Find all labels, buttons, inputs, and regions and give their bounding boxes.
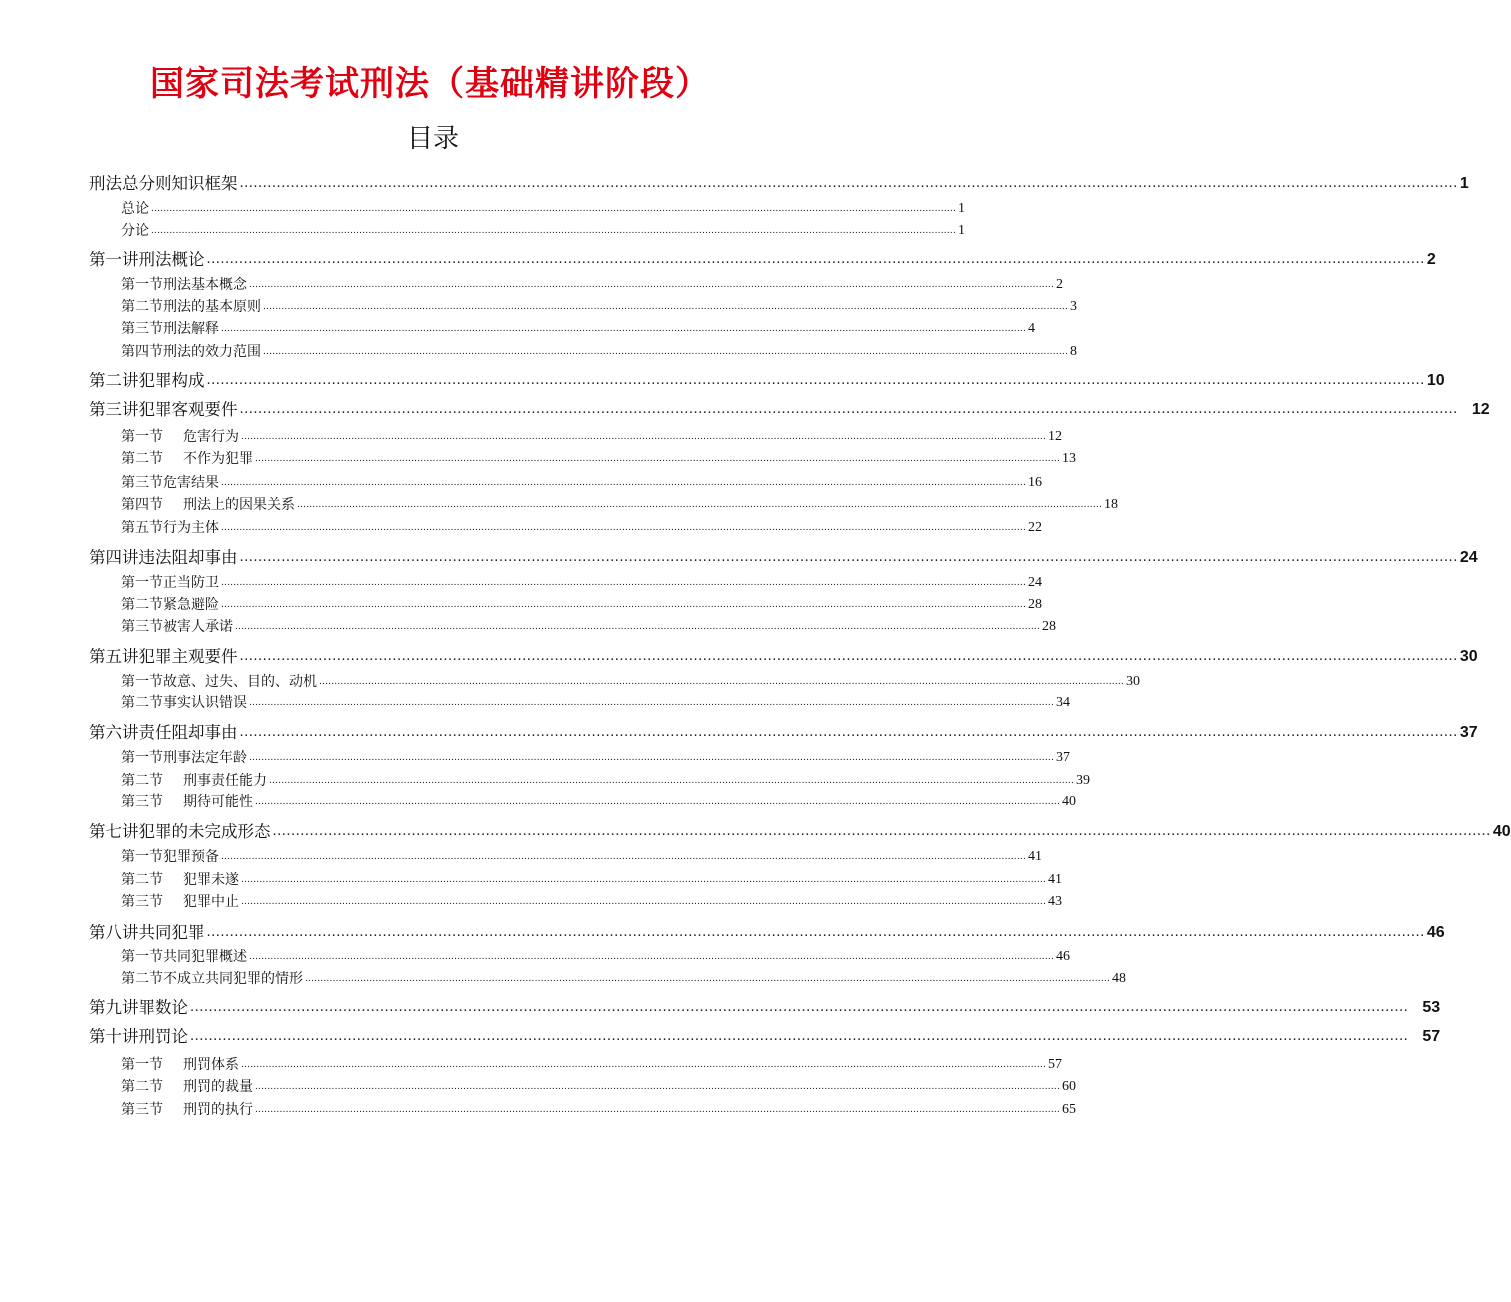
toc-entry-section[interactable]: [121, 1078, 1077, 1096]
toc-page-number: 60: [1062, 1079, 1077, 1094]
toc-entry-label: 第四节 刑法上的因果关系: [121, 497, 295, 513]
toc-entry-label: 第八讲共同犯罪: [89, 923, 205, 942]
toc-dot-leader: .......................................................................................................................................................................................................................................................................: [255, 1082, 1061, 1092]
toc-page-number: 22: [1028, 520, 1043, 535]
toc-dot-leader: .......................................................................................................................................................................................................................................................................: [239, 725, 1458, 740]
toc-entry-label: 第三讲犯罪客观要件: [89, 400, 238, 419]
toc-entry-label: 第一讲刑法概论: [89, 250, 205, 269]
toc-entry-section[interactable]: [121, 970, 1127, 988]
toc-page-number: 41: [1028, 849, 1043, 864]
toc-entry-lecture-5[interactable]: [89, 646, 1478, 668]
toc-entry-label: 第二节 不作为犯罪: [121, 451, 253, 467]
toc-entry-label: 刑法总分则知识框架: [89, 174, 238, 193]
toc-page-number: 1: [958, 223, 966, 238]
toc-entry-label: 第三节被害人承诺: [121, 619, 233, 635]
toc-page-number: 34: [1056, 695, 1071, 710]
toc-dot-leader: .......................................................................................................................................................................................................................................................................: [206, 252, 1425, 267]
toc-page-number: 8: [1070, 344, 1078, 359]
toc-dot-leader: .......................................................................................................................................................................................................................................................................: [151, 204, 957, 214]
toc-entry-lecture-2[interactable]: [89, 370, 1445, 392]
toc-entry-lecture-1[interactable]: [89, 249, 1436, 271]
toc-entry-label: 第七讲犯罪的未完成形态: [89, 822, 271, 841]
toc-page-number: 24: [1459, 549, 1478, 566]
toc-page-number: 10: [1426, 372, 1445, 389]
toc-entry-label: 第一节刑法基本概念: [121, 277, 247, 293]
toc-dot-leader: .......................................................................................................................................................................................................................................................................: [255, 797, 1061, 807]
toc-entry-section[interactable]: [121, 793, 1077, 811]
toc-page-number: 57: [1422, 1028, 1441, 1045]
toc-page-number: 37: [1459, 724, 1478, 741]
toc-entry-section[interactable]: [121, 474, 1043, 492]
toc-dot-leader: .......................................................................................................................................................................................................................................................................: [269, 776, 1075, 786]
toc-entry-label: 第二节刑法的基本原则: [121, 299, 261, 315]
toc-entry-label: 第二讲犯罪构成: [89, 371, 205, 390]
toc-page-number: 30: [1126, 674, 1141, 689]
toc-page-number: 40: [1062, 794, 1077, 809]
toc-entry-label: 第十讲刑罚论: [89, 1027, 188, 1046]
toc-entry-label: 第五讲犯罪主观要件: [89, 647, 238, 666]
toc-entry-section[interactable]: [121, 320, 1036, 338]
toc-entry-lecture-3[interactable]: [89, 399, 1490, 421]
toc-dot-leader: .......................................................................................................................................................................................................................................................................: [221, 600, 1027, 610]
toc-entry-label: 分论: [121, 223, 149, 239]
toc-page-number: 3: [1070, 299, 1078, 314]
toc-page-number: 39: [1076, 773, 1091, 788]
toc-entry-section[interactable]: [121, 871, 1063, 889]
toc-dot-leader: .......................................................................................................................................................................................................................................................................: [255, 1105, 1061, 1115]
toc-dot-leader: .......................................................................................................................................................................................................................................................................: [249, 280, 1055, 290]
toc-entry-section[interactable]: [121, 1056, 1063, 1074]
toc-entry-label: 第四节刑法的效力范围: [121, 344, 261, 360]
toc-entry-section[interactable]: [121, 496, 1119, 514]
toc-entry-label: 第一节故意、过失、目的、动机: [121, 674, 317, 690]
toc-page-number: 1: [1459, 175, 1469, 192]
toc-page-number: 43: [1048, 894, 1063, 909]
toc-entry-specific[interactable]: [121, 222, 966, 240]
toc-page-number: 46: [1426, 924, 1445, 941]
toc-page-number: 24: [1028, 575, 1043, 590]
toc-entry-label: 第三节 期待可能性: [121, 794, 253, 810]
toc-entry-section[interactable]: [121, 574, 1043, 592]
toc-dot-leader: .......................................................................................................................................................................................................................................................................: [249, 698, 1055, 708]
toc-page-number: 28: [1028, 597, 1043, 612]
toc-entry-section[interactable]: [121, 1101, 1077, 1119]
toc-page-number: 41: [1048, 872, 1063, 887]
document-title: 国家司法考试刑法（基础精讲阶段）: [150, 64, 710, 104]
toc-dot-leader: .......................................................................................................................................................................................................................................................................: [297, 500, 1103, 510]
toc-dot-leader: .......................................................................................................................................................................................................................................................................: [221, 852, 1027, 862]
toc-dot-leader: .......................................................................................................................................................................................................................................................................: [241, 432, 1047, 442]
toc-entry-lecture-9[interactable]: [89, 997, 1441, 1019]
toc-entry-section[interactable]: [121, 749, 1071, 767]
toc-entry-label: 第二节 刑事责任能力: [121, 773, 267, 789]
toc-entry-label: 第二节 刑罚的裁量: [121, 1079, 253, 1095]
toc-dot-leader: .......................................................................................................................................................................................................................................................................: [151, 226, 957, 236]
toc-entry-section[interactable]: [121, 596, 1043, 614]
toc-page-number: 2: [1426, 251, 1436, 268]
toc-dot-leader: .......................................................................................................................................................................................................................................................................: [241, 875, 1047, 885]
toc-entry-lecture-6[interactable]: [89, 722, 1478, 744]
toc-entry-label: 第五节行为主体: [121, 520, 219, 536]
toc-entry-section[interactable]: [121, 276, 1064, 294]
toc-dot-leader: .......................................................................................................................................................................................................................................................................: [249, 952, 1055, 962]
toc-dot-leader: .......................................................................................................................................................................................................................................................................: [319, 677, 1125, 687]
toc-dot-leader: .......................................................................................................................................................................................................................................................................: [241, 897, 1047, 907]
toc-dot-leader: .......................................................................................................................................................................................................................................................................: [239, 649, 1458, 664]
toc-entry-label: 第二节事实认识错误: [121, 695, 247, 711]
toc-entry-lecture-4[interactable]: [89, 547, 1478, 569]
toc-dot-leader: .......................................................................................................................................................................................................................................................................: [239, 176, 1458, 191]
toc-page-number: 28: [1042, 619, 1057, 634]
toc-entry-label: 第三节 刑罚的执行: [121, 1102, 253, 1118]
toc-entry-label: 第三节 犯罪中止: [121, 894, 239, 910]
toc-dot-leader: .......................................................................................................................................................................................................................................................................: [221, 478, 1027, 488]
toc-page-number: 48: [1112, 971, 1127, 986]
toc-entry-label: 第三节刑法解释: [121, 321, 219, 337]
toc-page-number: 53: [1422, 999, 1441, 1016]
toc-entry-section[interactable]: [121, 948, 1071, 966]
toc-entry-section[interactable]: [121, 673, 1141, 691]
toc-dot-leader: .......................................................................................................................................................................................................................................................................: [206, 925, 1425, 940]
toc-page-number: 13: [1062, 451, 1077, 466]
toc-page-number: 18: [1104, 497, 1119, 512]
toc-dot-leader: .......................................................................................................................................................................................................................................................................: [206, 373, 1425, 388]
toc-entry-label: 第一节犯罪预备: [121, 849, 219, 865]
toc-dot-leader: .......................................................................................................................................................................................................................................................................: [239, 550, 1458, 565]
toc-entry-label: 总论: [121, 201, 149, 217]
toc-dot-leader: .......................................................................................................................................................................................................................................................................: [263, 302, 1069, 312]
toc-entry-general[interactable]: [121, 200, 966, 218]
toc-entry-section[interactable]: [121, 298, 1078, 316]
toc-entry-label: 第一节正当防卫: [121, 575, 219, 591]
toc-page-number: 46: [1056, 949, 1071, 964]
toc-dot-leader: .......................................................................................................................................................................................................................................................................: [221, 578, 1027, 588]
toc-entry-label: 第三节危害结果: [121, 475, 219, 491]
toc-entry-section[interactable]: [121, 848, 1043, 866]
toc-page-number: 65: [1062, 1102, 1077, 1117]
toc-dot-leader: .......................................................................................................................................................................................................................................................................: [263, 347, 1069, 357]
toc-heading: 目录: [406, 124, 459, 154]
toc-dot-leader: .......................................................................................................................................................................................................................................................................: [235, 622, 1041, 632]
toc-entry-label: 第一节刑事法定年龄: [121, 750, 247, 766]
toc-page-number: 12: [1048, 429, 1063, 444]
toc-page-number: 4: [1028, 321, 1036, 336]
toc-entry-label: 第二节紧急避险: [121, 597, 219, 613]
toc-entry-label: 第一节 刑罚体系: [121, 1057, 239, 1073]
toc-dot-leader: .......................................................................................................................................................................................................................................................................: [305, 974, 1111, 984]
toc-entry-section[interactable]: [121, 428, 1063, 446]
toc-entry-section[interactable]: [121, 343, 1078, 361]
toc-entry-label: 第一节共同犯罪概述: [121, 949, 247, 965]
toc-dot-leader: .......................................................................................................................................................................................................................................................................: [221, 523, 1027, 533]
toc-entry-section[interactable]: [121, 618, 1057, 636]
toc-page-number: 16: [1028, 475, 1043, 490]
toc-dot-leader: .......................................................................................................................................................................................................................................................................: [221, 324, 1027, 334]
toc-entry-framework[interactable]: [89, 173, 1469, 195]
toc-dot-leader: .......................................................................................................................................................................................................................................................................: [190, 1000, 1409, 1015]
toc-entry-lecture-7[interactable]: [89, 821, 1511, 843]
toc-dot-leader: .......................................................................................................................................................................................................................................................................: [249, 753, 1055, 763]
toc-entry-section[interactable]: [121, 450, 1077, 468]
toc-page-number: 12: [1471, 401, 1490, 418]
toc-page-number: 40: [1492, 823, 1511, 840]
toc-dot-leader: .......................................................................................................................................................................................................................................................................: [272, 824, 1491, 839]
toc-entry-label: 第二节不成立共同犯罪的情形: [121, 971, 303, 987]
toc-entry-section[interactable]: [121, 694, 1071, 712]
toc-entry-section[interactable]: [121, 519, 1043, 537]
toc-entry-lecture-10[interactable]: [89, 1026, 1441, 1048]
toc-dot-leader: .......................................................................................................................................................................................................................................................................: [255, 454, 1061, 464]
toc-page-number: 2: [1056, 277, 1064, 292]
toc-page-number: 30: [1459, 648, 1478, 665]
toc-entry-label: 第一节 危害行为: [121, 429, 239, 445]
toc-page-number: 37: [1056, 750, 1071, 765]
toc-page-number: 57: [1048, 1057, 1063, 1072]
toc-dot-leader: .......................................................................................................................................................................................................................................................................: [190, 1029, 1409, 1044]
toc-entry-label: 第六讲责任阻却事由: [89, 723, 238, 742]
toc-page-number: 1: [958, 201, 966, 216]
toc-entry-section[interactable]: [121, 772, 1091, 790]
toc-dot-leader: .......................................................................................................................................................................................................................................................................: [239, 402, 1458, 417]
toc-entry-section[interactable]: [121, 893, 1063, 911]
toc-entry-label: 第二节 犯罪未遂: [121, 872, 239, 888]
toc-entry-lecture-8[interactable]: [89, 922, 1445, 944]
toc-entry-label: 第九讲罪数论: [89, 998, 188, 1017]
toc-entry-label: 第四讲违法阻却事由: [89, 548, 238, 567]
toc-dot-leader: .......................................................................................................................................................................................................................................................................: [241, 1060, 1047, 1070]
